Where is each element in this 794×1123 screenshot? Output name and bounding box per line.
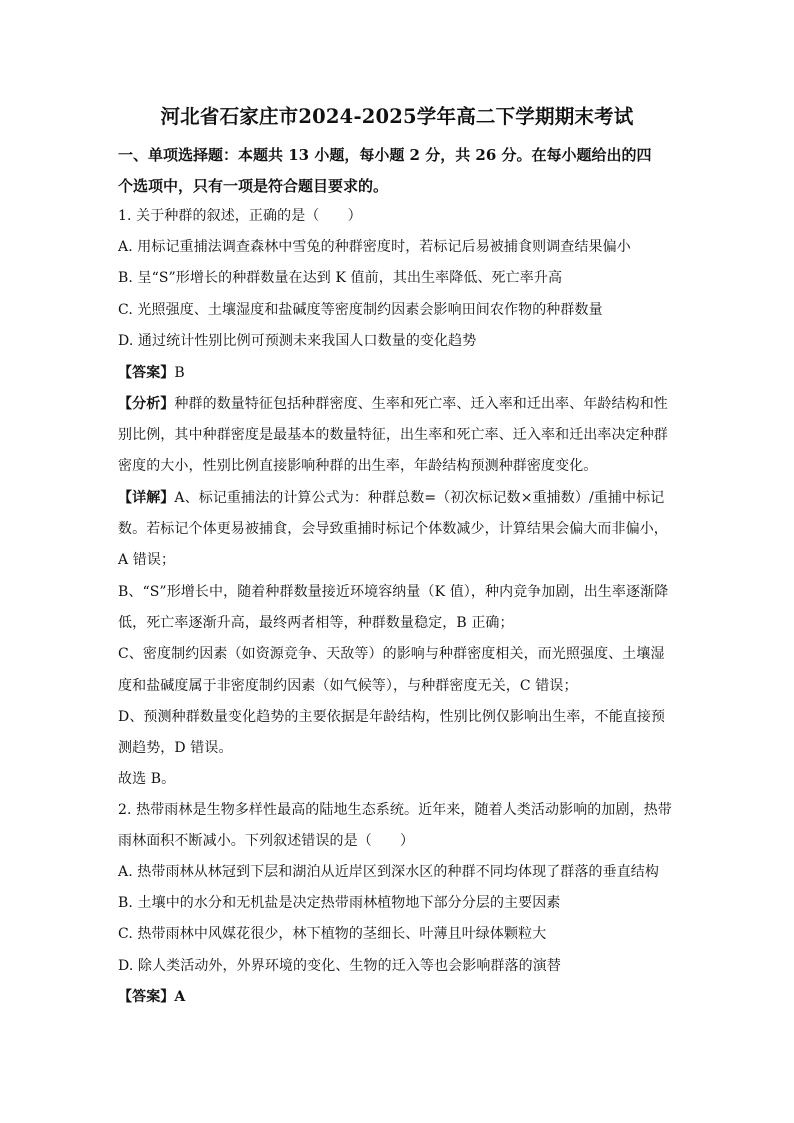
analysis-text: 种群的数量特征包括种群密度、生率和死亡率、迁入率和迁出率、年龄结构和性 [174,396,668,412]
question-1-analysis-line-1 [118,392,668,416]
question-1-option-b: B. 呈“S”形增长的种群数量在达到 K 值前，其出生率降低、死亡率升高 [118,270,563,286]
question-1-detail-line-7: 度和盐碱度属于非密度制约因素（如气候等），与种群密度无关，C 错误； [118,678,578,694]
detail-text: A、标记重捕法的计算公式为：种群总数=（初次标记数×重捕数）/重捕中标记 [174,490,665,506]
section-heading [118,140,678,202]
question-1-option-c: C. 光照强度、土壤湿度和盐碱度等密度制约因素会影响田间农作物的种群数量 [118,302,603,318]
question-1-detail-line-3: A 错误； [118,552,176,568]
question-2-stem-line-2: 雨林面积不断减小。下列叙述错误的是（ ） [118,833,415,849]
answer-value: A [174,989,186,1005]
question-2-option-b: B. 土壤中的水分和无机盐是决定热带雨林植物地下部分分层的主要因素 [118,895,561,911]
answer-value: B [174,365,185,381]
detail-label: 【详解】 [118,490,175,506]
section-heading-line-2: 个选项中，只有一项是符合题目要求的。 [118,177,389,195]
question-1-detail-line-1 [118,486,664,510]
question-1-detail-line-2: 数。若标记个体更易被捕食，会导致重捕时标记个体数减少，计算结果会偏大而非偏小， [118,521,668,537]
question-1-detail-line-8: D、预测种群数量变化趋势的主要依据是年龄结构，性别比例仅影响出生率，不能直接预 [118,709,666,725]
answer-label: 【答案】 [118,365,175,381]
section-heading-line-1: 一、单项选择题：本题共 13 小题，每小题 2 分，共 26 分。在每小题给出的四 [118,146,652,164]
question-2-answer [118,985,185,1009]
page-title: 河北省石家庄市2024-2025学年高二下学期期末考试 [160,105,634,128]
analysis-label: 【分析】 [118,396,175,412]
question-1-conclusion: 故选 B。 [118,771,176,787]
question-1-option-d: D. 通过统计性别比例可预测未来我国人口数量的变化趋势 [118,333,477,349]
question-1-detail-line-5: 低，死亡率逐渐升高，最终两者相等，种群数量稳定，B 正确； [118,615,514,631]
question-2-option-d: D. 除人类活动外，外界环境的变化、生物的迁入等也会影响群落的演替 [118,958,561,974]
question-1-stem: 1. 关于种群的叙述，正确的是（ ） [118,208,362,224]
question-1-analysis-line-3: 密度的大小，性别比例直接影响种群的出生率，年龄结构预测种群密度变化。 [118,458,598,474]
question-1-answer [118,361,185,385]
question-2-option-c: C. 热带雨林中风媒花很少，林下植物的茎细长、叶薄且叶绿体颗粒大 [118,926,547,942]
question-1-option-a: A. 用标记重捕法调查森林中雪兔的种群密度时，若标记后易被捕食则调查结果偏小 [118,239,631,255]
question-1-analysis-line-2: 别比例，其中种群密度是最基本的数量特征，出生率和死亡率、迁入率和迁出率决定种群 [118,427,668,443]
answer-label: 【答案】 [118,989,175,1005]
question-1-detail-line-6: C、密度制约因素（如资源竞争、天敌等）的影响与种群密度相关，而光照强度、土壤湿 [118,646,665,662]
question-2-stem-line-1: 2. 热带雨林是生物多样性最高的陆地生态系统。近年来，随着人类活动影响的加剧，热带 [118,802,672,818]
question-2-option-a: A. 热带雨林从林冠到下层和湖泊从近岸区到深水区的种群不同均体现了群落的垂直结构 [118,864,660,880]
question-1-detail-line-4: B、“S”形增长中，随着种群数量接近环境容纳量（K 值），种内竞争加剧，出生率逐渐降 [118,584,669,600]
question-1-detail-line-9: 测趋势，D 错误。 [118,740,233,756]
